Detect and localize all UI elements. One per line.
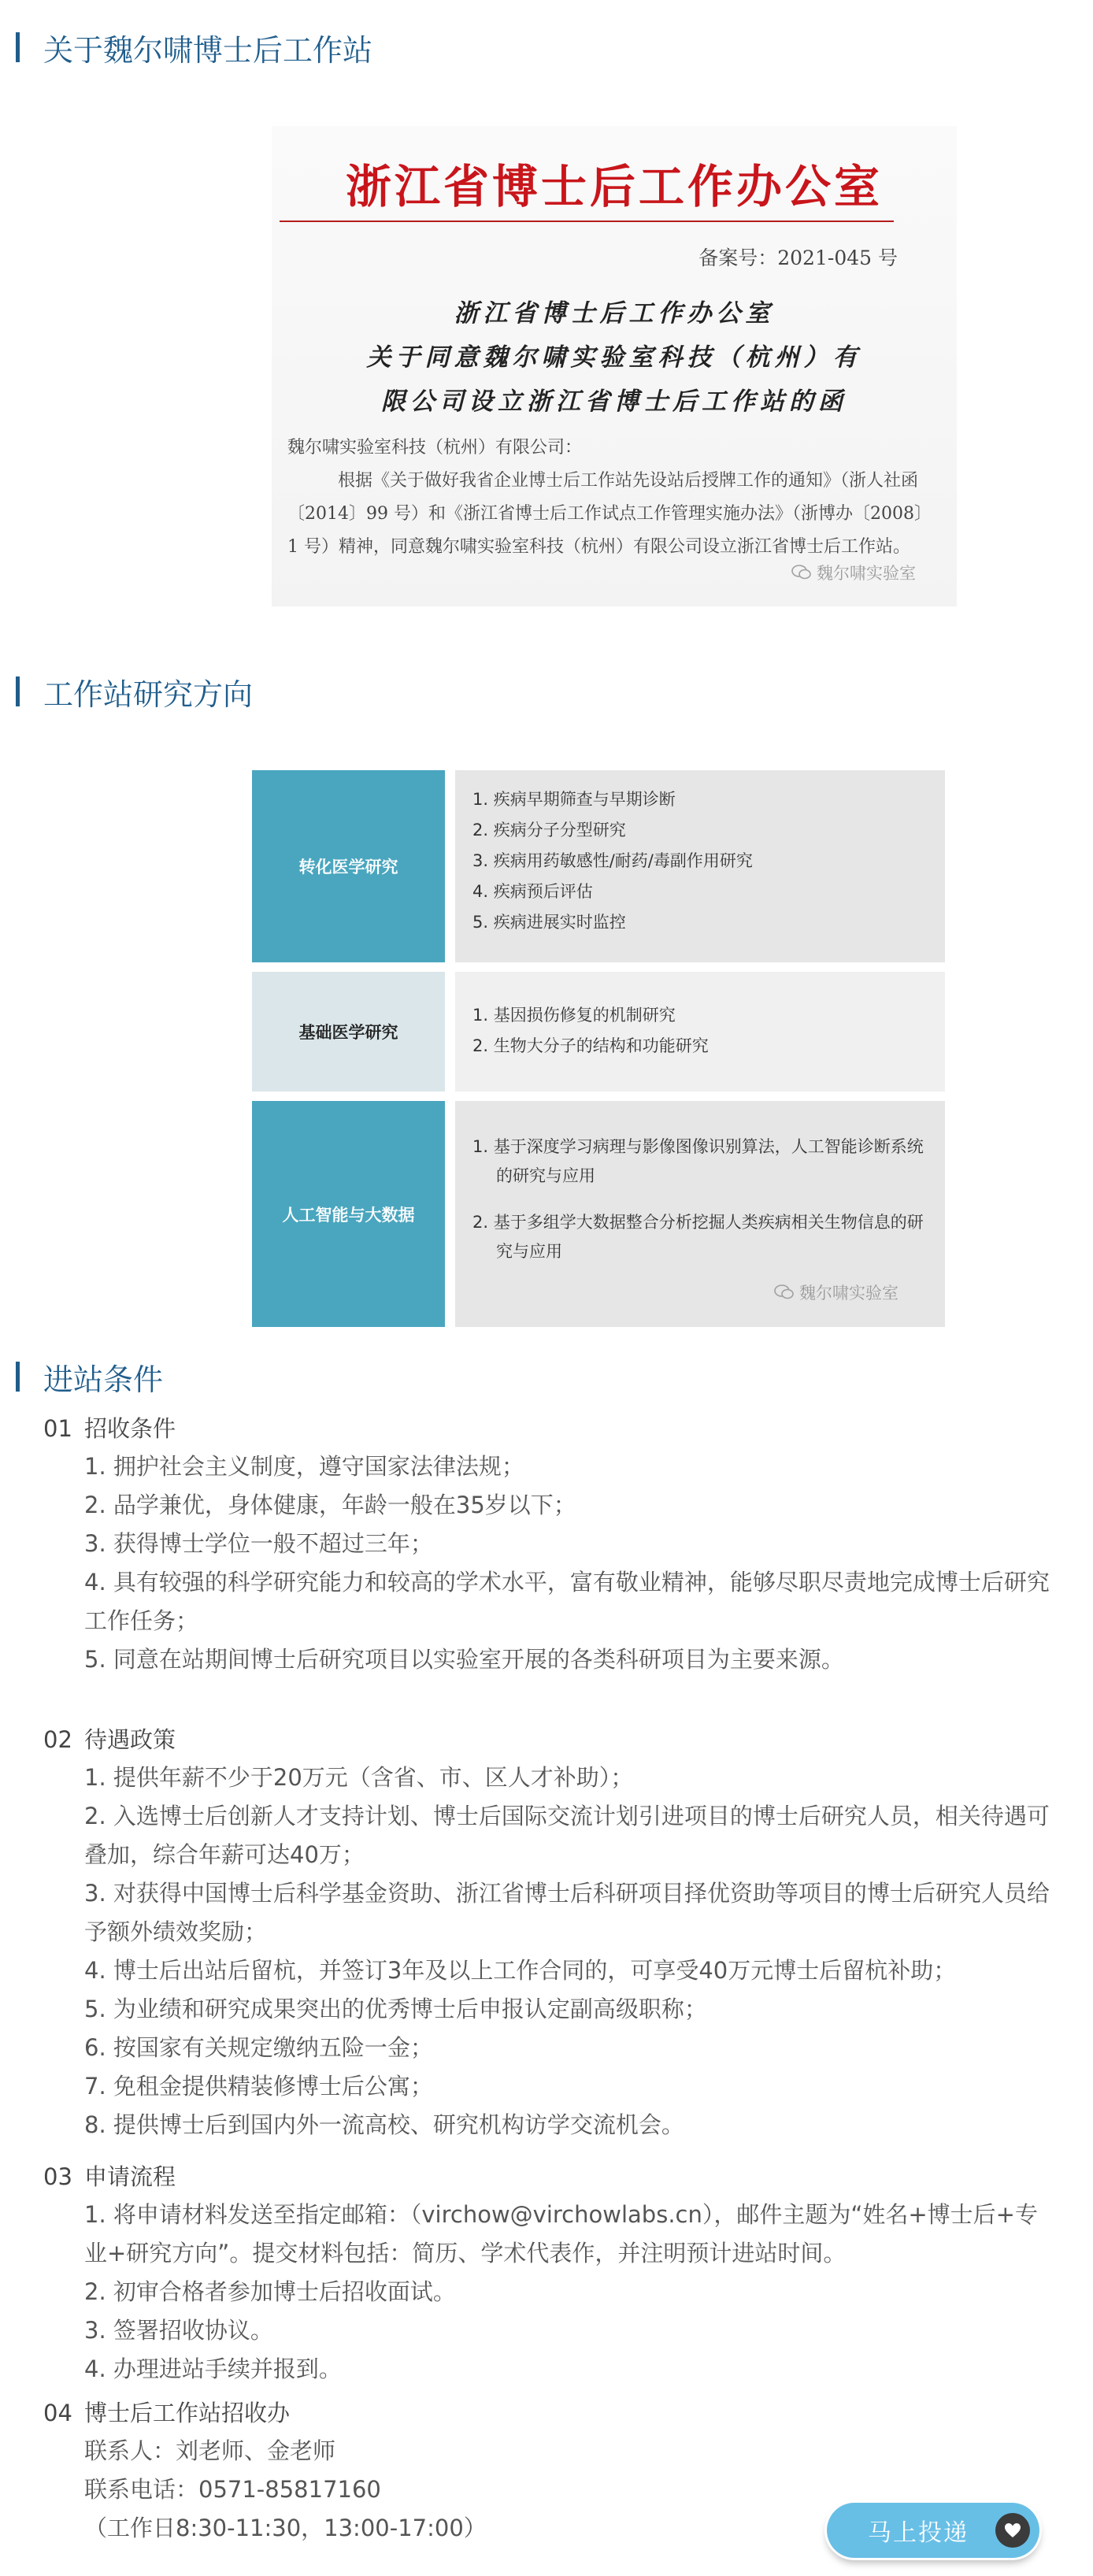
condition-item: 1. 将申请材料发送至指定邮箱：（virchow@virchowlabs.cn），邮件主题为“姓名+博士后+专业+研究方向”。提交材料包括：简历、学术代表作，并注明预计进站时间。 xyxy=(84,2201,1038,2267)
condition-number: 02 xyxy=(43,1726,72,1753)
condition-item: 2. 品学兼优，身体健康，年龄一般在35岁以下； xyxy=(84,1492,576,1518)
research-row-ai xyxy=(252,1101,945,1327)
letter-filing-number: 备案号：2021-045 号 xyxy=(698,246,898,269)
research-category: 基础医学研究 xyxy=(252,972,445,1092)
table-watermark xyxy=(774,1281,898,1305)
condition-item: 3. 获得博士学位一般不超过三年； xyxy=(84,1530,433,1557)
condition-item: 5. 同意在站期间博士后研究项目以实验室开展的各类科研项目为主要来源。 xyxy=(84,1646,844,1673)
condition-title: 申请流程 xyxy=(84,2163,176,2190)
research-directions-table xyxy=(252,770,945,1327)
office-hours: （工作日8:30-11:30，13:00-17:00） xyxy=(84,2515,487,2541)
letter-body-text: 根据《关于做好我省企业博士后工作站先设站后授牌工作的通知》（浙人社函〔2014〕99 号）和《浙江省博士后工作试点工作管理实施办法》（浙博办〔2008〕1 号）精神，同意魏尔啸实验室科技（杭州）有限公司设立浙江省博士后工作站。 xyxy=(287,471,932,557)
condition-item: 1. 拥护社会主义制度，遵守国家法律法规； xyxy=(84,1453,524,1480)
condition-heading xyxy=(43,1721,1059,1759)
research-item: 1. 基于深度学习病理与影像图像识别算法，人工智能诊断系统的研究与应用 xyxy=(472,1137,924,1185)
condition-item: 2. 初审合格者参加博士后招收面试。 xyxy=(84,2278,456,2305)
condition-heading xyxy=(43,1410,1059,1447)
condition-block-recruitment xyxy=(43,1410,1059,1679)
wechat-icon xyxy=(774,1284,795,1305)
watermark-text: 魏尔啸实验室 xyxy=(799,1284,898,1303)
apply-now-button[interactable] xyxy=(827,2503,1039,2558)
letter-addressee: 魏尔啸实验室科技（杭州）有限公司： xyxy=(287,438,583,458)
condition-title: 待遇政策 xyxy=(84,1726,176,1753)
condition-item: 1. 提供年薪不少于20万元（含省、市、区人才补助）； xyxy=(84,1764,634,1791)
wechat-icon xyxy=(791,564,812,585)
research-item: 3. 疾病用药敏感性/耐药/毒副作用研究 xyxy=(472,851,753,870)
section-accent-bar xyxy=(16,676,20,706)
condition-item: 3. 对获得中国博士后科学基金资助、浙江省博士后科研项目择优资助等项目的博士后研究人员给予额外绩效奖励； xyxy=(84,1880,1050,1945)
contact-person: 联系人：刘老师、金老师 xyxy=(84,2437,336,2464)
research-category: 转化医学研究 xyxy=(252,770,445,962)
research-category: 人工智能与大数据 xyxy=(252,1101,445,1327)
condition-block-benefits xyxy=(43,1721,1059,2144)
heart-icon xyxy=(995,2513,1030,2548)
condition-number: 03 xyxy=(43,2163,72,2190)
letter-divider xyxy=(280,221,894,222)
condition-block-application xyxy=(43,2158,1059,2389)
condition-heading xyxy=(43,2394,1059,2432)
research-items-box xyxy=(455,770,945,962)
research-items-box xyxy=(455,1101,945,1327)
research-item: 5. 疾病进展实时监控 xyxy=(472,913,626,932)
condition-item: 4. 具有较强的科学研究能力和较高的学术水平，富有敬业精神，能够尽职尽责地完成博士后研究工作任务； xyxy=(84,1569,1050,1634)
condition-list xyxy=(43,1447,1059,1679)
section-title-text: 工作站研究方向 xyxy=(43,676,254,712)
research-item: 2. 疾病分子分型研究 xyxy=(472,821,626,840)
section-title-text: 进站条件 xyxy=(43,1362,164,1397)
condition-item: 5. 为业绩和研究成果突出的优秀博士后申报认定副高级职称； xyxy=(84,1996,707,2022)
letter-heading-line: 限公司设立浙江省博士后工作站的函 xyxy=(381,387,847,416)
condition-item: 6. 按国家有关规定缴纳五险一金； xyxy=(84,2034,433,2061)
watermark-text: 魏尔啸实验室 xyxy=(817,564,916,583)
condition-item: 4. 办理进站手续并报到。 xyxy=(84,2355,342,2382)
condition-list xyxy=(43,1759,1059,2144)
research-item: 1. 基因损伤修复的机制研究 xyxy=(472,1006,676,1025)
section-accent-bar xyxy=(16,1362,20,1392)
research-item: 4. 疾病预后评估 xyxy=(472,882,593,901)
condition-item: 7. 免租金提供精装修博士后公寓； xyxy=(84,2073,433,2100)
research-row-basic xyxy=(252,972,945,1092)
letter-heading-line: 浙江省博士后工作办公室 xyxy=(454,299,775,328)
section-accent-bar xyxy=(16,32,20,62)
letter-title: 浙江省博士后工作办公室 xyxy=(345,160,883,213)
approval-letter-image xyxy=(272,126,957,606)
condition-title: 博士后工作站招收办 xyxy=(84,2400,291,2426)
research-item: 2. 基于多组学大数据整合分析挖掘人类疾病相关生物信息的研究与应用 xyxy=(472,1213,924,1261)
condition-item: 2. 入选博士后创新人才支持计划、博士后国际交流计划引进项目的博士后研究人员，相关待遇可叠加，综合年薪可达40万； xyxy=(84,1803,1050,1868)
condition-title: 招收条件 xyxy=(84,1415,176,1442)
condition-number: 01 xyxy=(43,1415,72,1442)
condition-list xyxy=(43,2196,1059,2389)
condition-number: 04 xyxy=(43,2400,72,2426)
condition-heading xyxy=(43,2158,1059,2196)
apply-now-label: 马上投递 xyxy=(868,2519,969,2547)
contact-phone: 联系电话：0571-85817160 xyxy=(84,2476,381,2503)
section-title-text: 关于魏尔啸博士后工作站 xyxy=(43,32,373,68)
research-item: 2. 生物大分子的结构和功能研究 xyxy=(472,1036,709,1055)
letter-watermark xyxy=(791,561,916,585)
letter-body xyxy=(287,432,937,564)
condition-item: 4. 博士后出站后留杭，并签订3年及以上工作合同的，可享受40万元博士后留杭补助； xyxy=(84,1957,957,1984)
research-row-translational xyxy=(252,770,945,962)
letter-heading-line: 关于同意魏尔啸实验室科技（杭州）有 xyxy=(366,343,862,372)
research-item: 1. 疾病早期筛查与早期诊断 xyxy=(472,790,676,809)
condition-item: 3. 签署招收协议。 xyxy=(84,2317,273,2344)
research-items-box xyxy=(455,972,945,1092)
condition-item: 8. 提供博士后到国内外一流高校、研究机构访学交流机会。 xyxy=(84,2111,684,2138)
